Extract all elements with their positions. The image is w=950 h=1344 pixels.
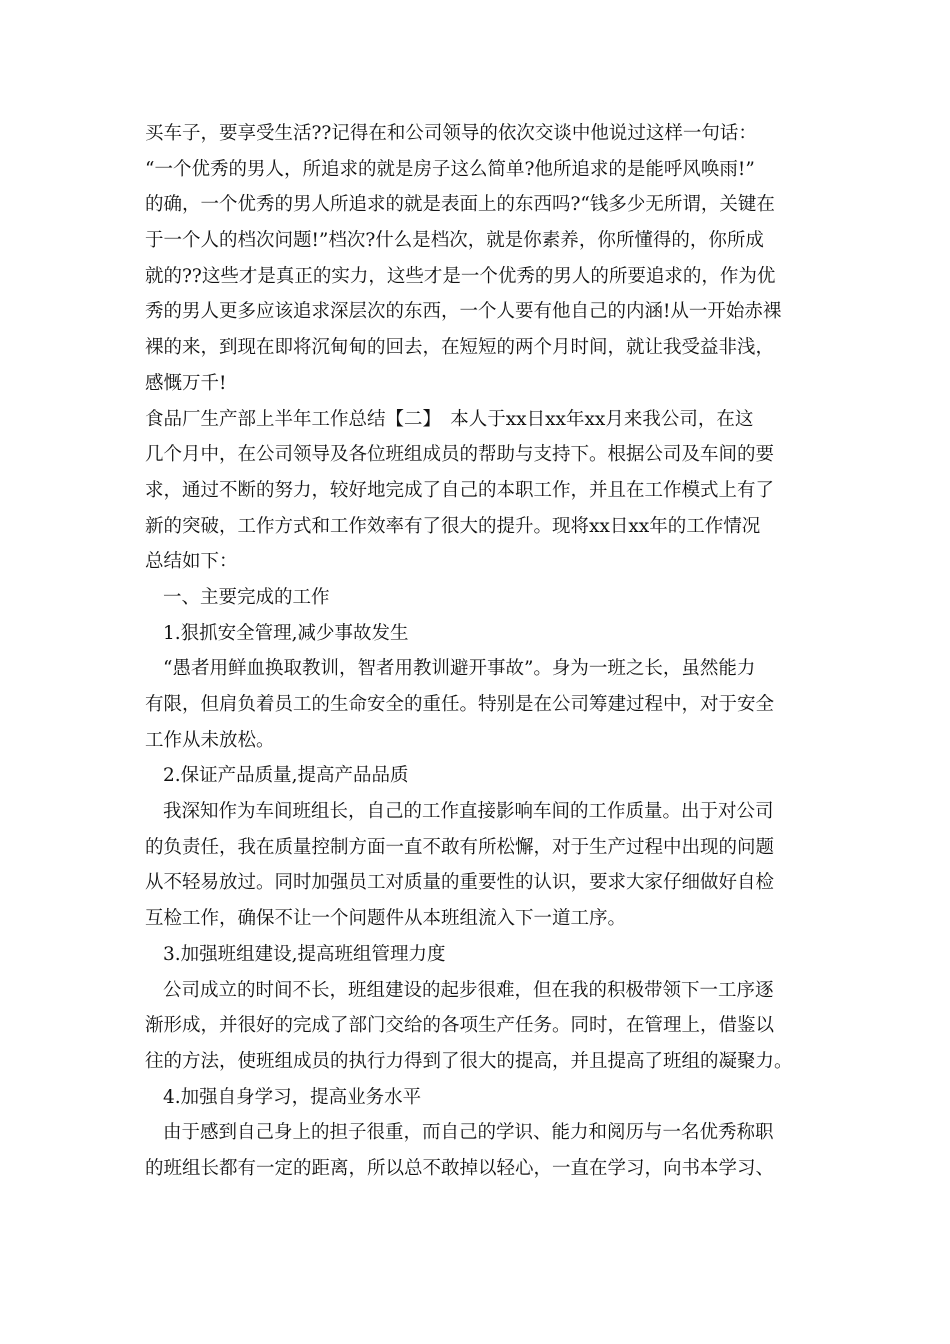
text-line: 于一个人的档次问题!”档次?什么是档次，就是你素养，你所懂得的，你所成 [145, 230, 764, 252]
text-line: 工作从未放松。 [145, 729, 275, 751]
heading-item-4: 4.加强自身学习，提高业务水平 [163, 1086, 422, 1108]
section-title-line: 食品厂生产部上半年工作总结【二】 本人于xx日xx年xx月来我公司，在这 [145, 408, 754, 430]
text-line: 渐形成，并很好的完成了部门交给的各项生产任务。同时，在管理上，借鉴以 [145, 1015, 775, 1037]
text-line: 由于感到自己身上的担子很重，而自己的学识、能力和阅历与一名优秀称职 [163, 1122, 774, 1144]
text-line: 我深知作为车间班组长，自己的工作直接影响车间的工作质量。出于对公司 [163, 801, 774, 823]
text-line: 秀的男人更多应该追求深层次的东西，一个人要有他自己的内涵!从一开始赤裸 [145, 301, 782, 323]
text-line: 从不轻易放过。同时加强员工对质量的重要性的认识，要求大家仔细做好自检 [145, 872, 775, 894]
heading-item-3: 3.加强班组建设,提高班组管理力度 [163, 943, 446, 965]
heading-item-2: 2.保证产品质量,提高产品品质 [163, 765, 409, 787]
text-line: 新的突破，工作方式和工作效率有了很大的提升。现将xx日xx年的工作情况 [145, 515, 761, 537]
document-body [145, 116, 815, 1187]
text-line: 互检工作，确保不让一个问题件从本班组流入下一道工序。 [145, 908, 627, 930]
text-line: 总结如下： [145, 551, 238, 573]
text-line: “一个优秀的男人，所追求的就是房子这么简单?他所追求的是能呼风唤雨!” [145, 158, 755, 180]
text-line: 裸的来，到现在即将沉甸甸的回去，在短短的两个月时间，就让我受益非浅， [145, 337, 775, 359]
text-line: 的确，一个优秀的男人所追求的就是表面上的东西吗?“钱多少无所谓，关键在 [145, 194, 775, 216]
text-line: 的负责任，我在质量控制方面一直不敢有所松懈，对于生产过程中出现的问题 [145, 836, 775, 858]
text-line: “愚者用鲜血换取教训，智者用教训避开事故”。身为一班之长，虽然能力 [163, 658, 756, 680]
text-line: 往的方法，使班组成员的执行力得到了很大的提高，并且提高了班组的凝聚力。 [145, 1050, 793, 1072]
heading-main-work: 一、主要完成的工作 [163, 586, 330, 608]
text-line: 求，通过不断的努力，较好地完成了自己的本职工作，并且在工作模式上有了 [145, 479, 775, 501]
text-line: 就的??这些才是真正的实力，这些才是一个优秀的男人的所要追求的，作为优 [145, 265, 776, 287]
text-line: 买车子，要享受生活??记得在和公司领导的依次交谈中他说过这样一句话： [145, 123, 757, 144]
text-line: 有限，但肩负着员工的生命安全的重任。特别是在公司筹建过程中，对于安全 [145, 694, 775, 715]
heading-item-1: 1.狠抓安全管理,减少事故发生 [163, 622, 409, 644]
text-line: 的班组长都有一定的距离，所以总不敢掉以轻心，一直在学习，向书本学习、 [145, 1157, 775, 1179]
text-line: 公司成立的时间不长，班组建设的起步很难，但在我的积极带领下一工序逐 [163, 979, 774, 1001]
text-line: 感慨万千! [145, 372, 227, 394]
text-line: 几个月中，在公司领导及各位班组成员的帮助与支持下。根据公司及车间的要 [145, 444, 775, 466]
